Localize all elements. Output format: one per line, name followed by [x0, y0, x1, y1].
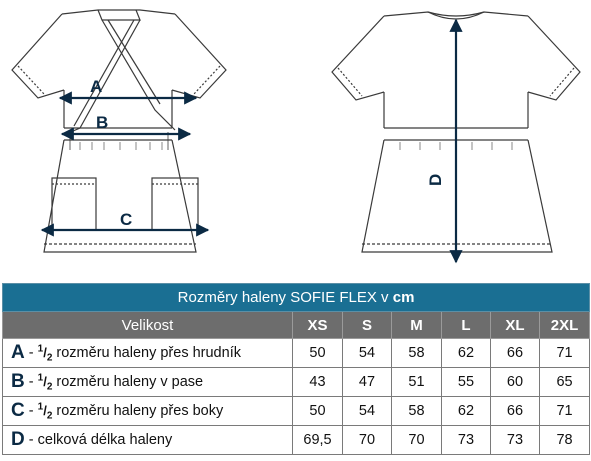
value-cell: 78: [540, 426, 590, 455]
row-prefix: -: [24, 432, 38, 448]
row-text: rozměru haleny přes boky: [52, 403, 224, 419]
size-header-2xl: 2XL: [540, 312, 590, 339]
size-header: Velikost: [3, 312, 293, 339]
size-header-xs: XS: [293, 312, 343, 339]
value-cell: 50: [293, 339, 343, 368]
value-cell: 70: [343, 426, 392, 455]
value-cell: 50: [293, 397, 343, 426]
label-a: A: [90, 77, 103, 96]
value-cell: 71: [540, 339, 590, 368]
size-header-s: S: [343, 312, 392, 339]
row-letter: A: [11, 342, 25, 363]
value-cell: 58: [392, 339, 442, 368]
row-text: rozměru haleny přes hrudník: [52, 345, 241, 361]
row-description: [3, 368, 293, 397]
front-left-pocket: [52, 178, 96, 230]
row-description: [3, 339, 293, 368]
value-cell: 51: [392, 368, 442, 397]
table-row: [3, 368, 590, 397]
table-row: [3, 339, 590, 368]
value-cell: 73: [491, 426, 540, 455]
label-b: B: [96, 113, 109, 132]
row-text: rozměru haleny v pase: [52, 374, 204, 390]
label-d: D: [426, 173, 445, 186]
value-cell: 55: [442, 368, 491, 397]
row-prefix: -: [24, 374, 38, 390]
row-text: celková délka haleny: [37, 432, 173, 448]
row-prefix: -: [24, 403, 38, 419]
value-cell: 66: [491, 397, 540, 426]
row-letter: C: [11, 400, 25, 421]
size-table: [2, 283, 590, 455]
value-cell: 43: [293, 368, 343, 397]
value-cell: 66: [491, 339, 540, 368]
half-fraction: $^1/_2$: [37, 401, 53, 422]
value-cell: 62: [442, 339, 491, 368]
value-cell: 54: [343, 397, 392, 426]
value-cell: 62: [442, 397, 491, 426]
value-cell: 54: [343, 339, 392, 368]
front-wrap-neckline: [102, 20, 175, 130]
table-row: [3, 397, 590, 426]
value-cell: 58: [392, 397, 442, 426]
row-description: [3, 426, 293, 455]
row-prefix: -: [24, 345, 38, 361]
front-view-drawing: [12, 10, 226, 252]
table-title-row: [3, 284, 590, 312]
front-left-sleeve: [12, 14, 64, 98]
row-letter: D: [11, 429, 25, 450]
front-right-sleeve: [172, 14, 226, 98]
size-header-l: L: [442, 312, 491, 339]
label-c: C: [120, 210, 133, 229]
table-title: [3, 284, 590, 312]
row-letter: B: [11, 371, 25, 392]
value-cell: 47: [343, 368, 392, 397]
table-title-prefix: Rozměry haleny SOFIE FLEX v: [177, 289, 389, 306]
half-fraction: $^1/_2$: [37, 343, 53, 364]
size-header-xl: XL: [491, 312, 540, 339]
half-fraction: $^1/_2$: [37, 372, 53, 393]
value-cell: 69,5: [293, 426, 343, 455]
value-cell: 65: [540, 368, 590, 397]
value-cell: 70: [392, 426, 442, 455]
back-left-sleeve: [332, 16, 384, 100]
size-header-m: M: [392, 312, 442, 339]
back-right-sleeve: [528, 16, 580, 100]
value-cell: 60: [491, 368, 540, 397]
table-row: [3, 426, 590, 455]
table-header-row: [3, 312, 590, 339]
front-right-pocket: [152, 178, 198, 230]
value-cell: 71: [540, 397, 590, 426]
table-title-unit: cm: [392, 289, 415, 306]
value-cell: 73: [442, 426, 491, 455]
row-description: [3, 397, 293, 426]
